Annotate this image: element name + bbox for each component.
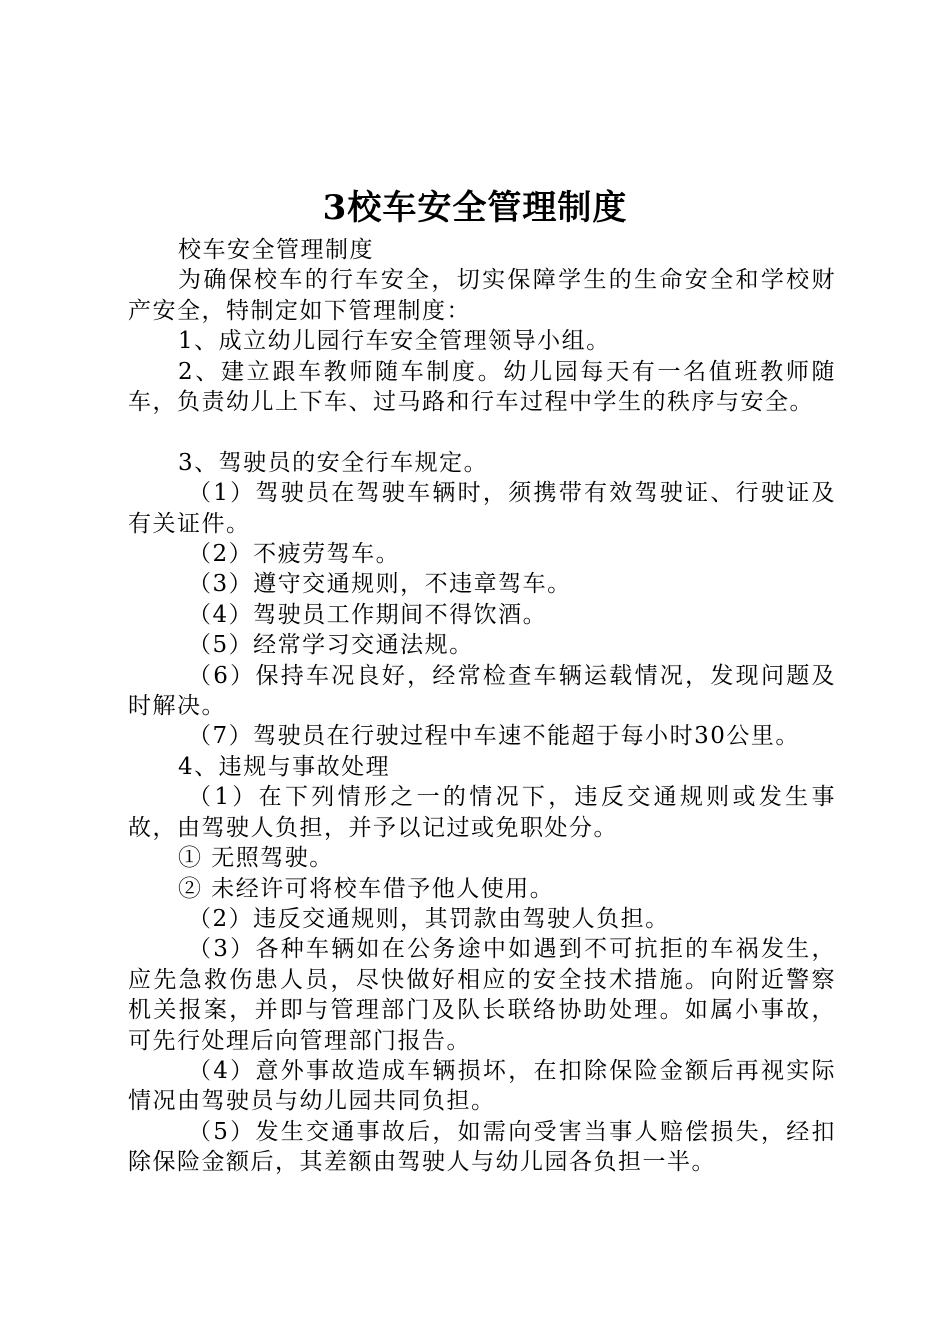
item-4-5-paragraph: （5）发生交通事故后，如需向受害当事人赔偿损失，经扣除保险金额后，其差额由驾驶人与幼儿园各负担一半。: [128, 1118, 836, 1176]
item-4-heading: 4、违规与事故处理: [178, 753, 391, 780]
document-body: [128, 235, 836, 1178]
item-3-2-paragraph: （2）不疲劳驾车。: [188, 541, 401, 568]
item-3-7-paragraph: （7）驾驶员在行驶过程中车速不能超于每小时30公里。: [188, 723, 800, 750]
document-title: 3校车安全管理制度: [322, 188, 628, 228]
item-4-4-paragraph: （4）意外事故造成车辆损坏，在扣除保险金额后再视实际情况由驾驶员与幼儿园共同负担。: [128, 1057, 836, 1115]
item-4-2-paragraph: （2）违反交通规则，其罚款由驾驶人负担。: [188, 905, 670, 932]
subtitle-paragraph: 校车安全管理制度: [178, 237, 374, 263]
item-1-paragraph: 1、成立幼儿园行车安全管理领导小组。: [178, 328, 611, 355]
intro-paragraph: 为确保校车的行车安全，切实保障学生的生命安全和学校财产安全，特制定如下管理制度：: [128, 267, 836, 324]
item-4-1-a-paragraph: ① 无照驾驶。: [178, 845, 334, 872]
item-3-5-paragraph: （5）经常学习交通法规。: [188, 632, 474, 659]
item-2-paragraph: 2、建立跟车教师随车制度。幼儿园每天有一名值班教师随车，负责幼儿上下车、过马路和行车过程中学生的秩序与安全。: [128, 358, 836, 416]
item-4-1-b-paragraph: ② 未经许可将校车借予他人使用。: [178, 875, 555, 902]
item-3-1-paragraph: （1）驾驶员在驾驶车辆时，须携带有效驾驶证、行驶证及有关证件。: [128, 480, 836, 537]
item-3-4-paragraph: （4）驾驶员工作期间不得饮酒。: [188, 601, 548, 628]
item-4-1-paragraph: （1）在下列情形之一的情况下，违反交通规则或发生事故，由驾驶人负担，并予以记过或免职处分。: [128, 784, 836, 841]
item-3-3-paragraph: （3）遵守交通规则，不违章驾车。: [188, 571, 572, 598]
item-3-6-paragraph: （6）保持车况良好，经常检查车辆运载情况，发现问题及时解决。: [128, 662, 836, 720]
item-3-heading: 3、驾驶员的安全行车规定。: [178, 449, 489, 476]
item-4-3-paragraph: （3）各种车辆如在公务途中如遇到不可抗拒的车祸发生，应先急救伤患人员，尽快做好相应的安全技术措施。向附近警察机关报案，并即与管理部门及队长联络协助处理。如属小事故，可先行处理后向管理部门报告。: [128, 936, 836, 1054]
